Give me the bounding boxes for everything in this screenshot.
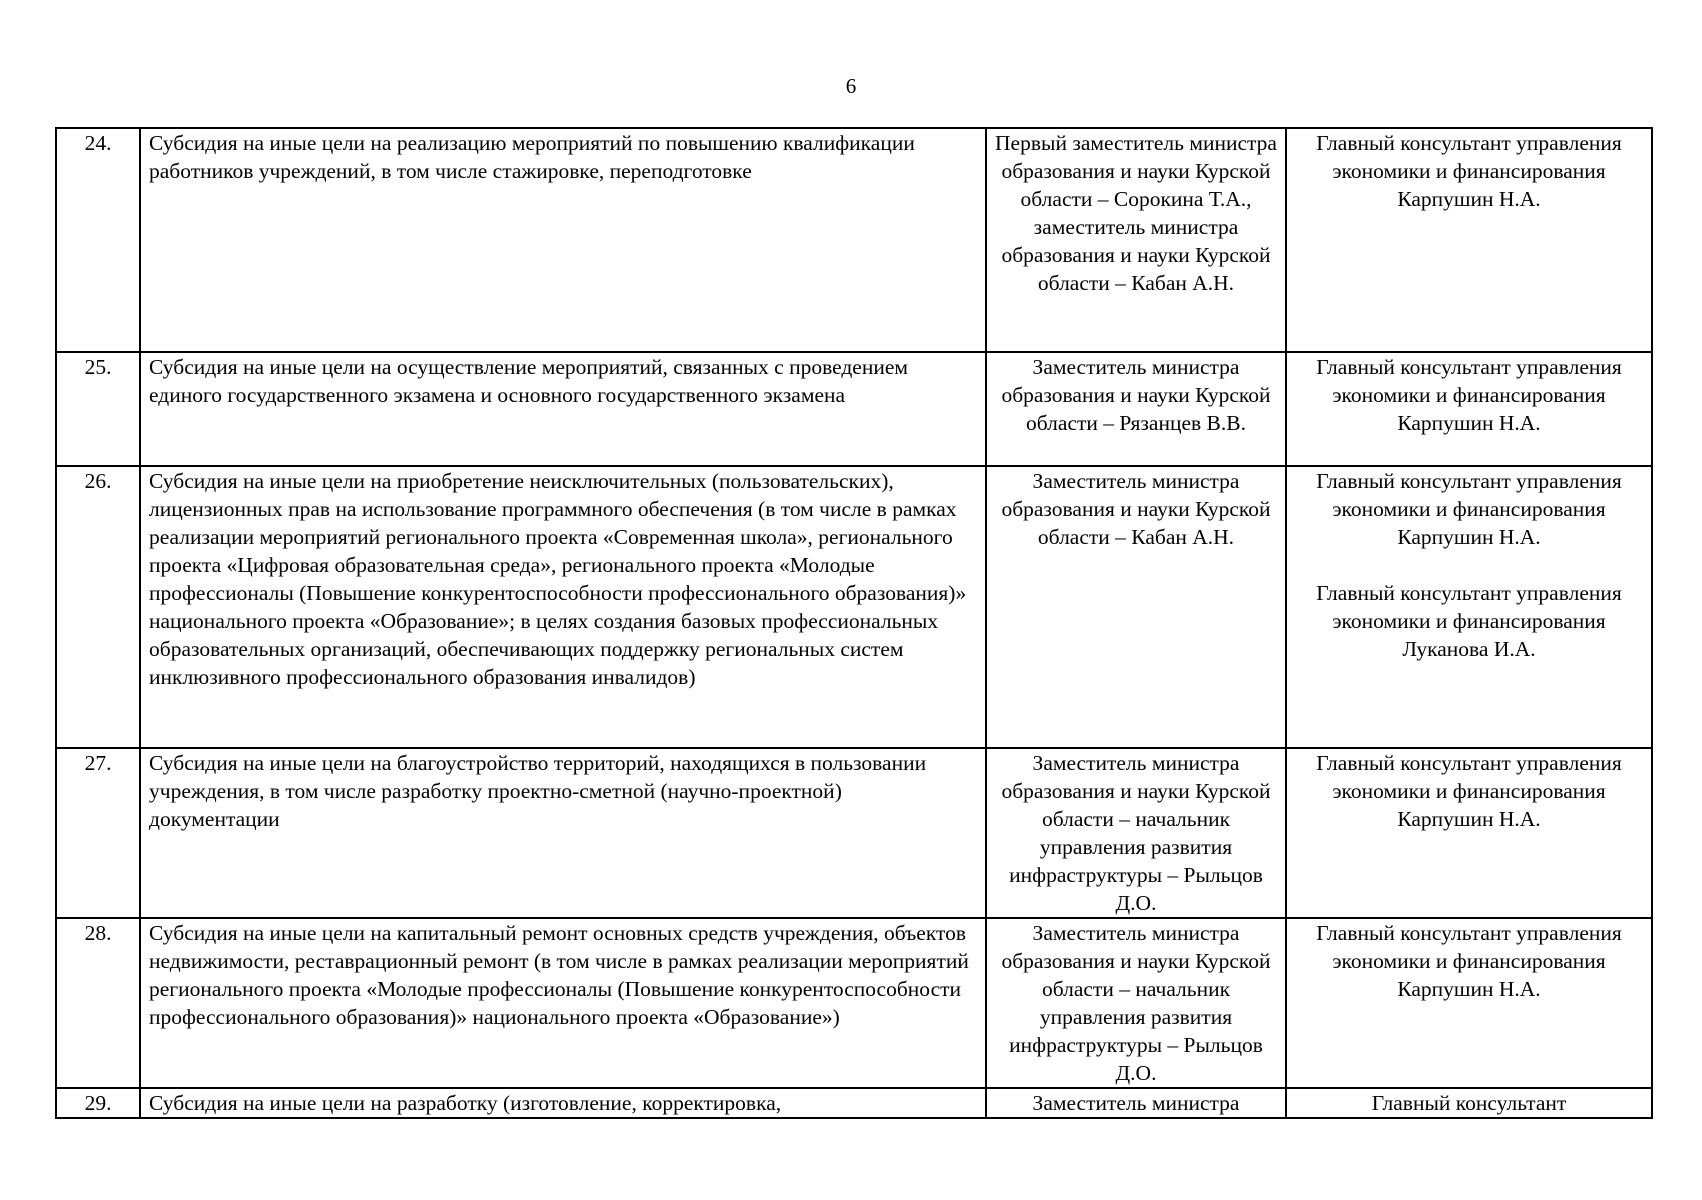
table-row bbox=[56, 466, 1652, 748]
row-description: Субсидия на иные цели на разработку (изготовление, корректировка, bbox=[140, 1088, 986, 1118]
row-responsible: Заместитель министра bbox=[986, 1088, 1286, 1118]
table-row bbox=[56, 918, 1652, 1088]
row-number: 26. bbox=[56, 466, 140, 748]
table-row bbox=[56, 128, 1652, 352]
row-consultant bbox=[1286, 748, 1652, 918]
row-consultant bbox=[1286, 466, 1652, 748]
row-description: Субсидия на иные цели на осуществление мероприятий, связанных с проведением единого государственного экзамена и основного государственного экзамена bbox=[140, 352, 986, 466]
row-description: Субсидия на иные цели на благоустройство территорий, находящихся в пользовании учреждения, в том числе разработку проектно-сметной (научно-проектной) документации bbox=[140, 748, 986, 918]
consultant-entry: Главный консультант управления экономики и финансирования Карпушин Н.А. bbox=[1316, 921, 1622, 1001]
row-number: 29. bbox=[56, 1088, 140, 1118]
row-responsible: Заместитель министра образования и науки Курской области – Рязанцев В.В. bbox=[986, 352, 1286, 466]
row-responsible: Первый заместитель министра образования и науки Курской области – Сорокина Т.А., заместитель министра образования и науки Курской области – Кабан А.Н. bbox=[986, 128, 1286, 352]
row-responsible: Заместитель министра образования и науки Курской области – Кабан А.Н. bbox=[986, 466, 1286, 748]
row-consultant bbox=[1286, 1088, 1652, 1118]
row-number: 28. bbox=[56, 918, 140, 1088]
row-number: 27. bbox=[56, 748, 140, 918]
row-number: 24. bbox=[56, 128, 140, 352]
consultant-entry: Главный консультант управления экономики и финансирования Карпушин Н.А. bbox=[1316, 751, 1622, 831]
consultant-entry: Главный консультант управления экономики и финансирования Луканова И.А. bbox=[1316, 581, 1622, 661]
row-description: Субсидия на иные цели на реализацию мероприятий по повышению квалификации работников учреждений, в том числе стажировке, переподготовке bbox=[140, 128, 986, 352]
row-responsible: Заместитель министра образования и науки Курской области – начальник управления развития инфраструктуры – Рыльцов Д.О. bbox=[986, 748, 1286, 918]
subsidy-table bbox=[55, 127, 1653, 1119]
page-number: 6 bbox=[845, 74, 857, 98]
row-consultant bbox=[1286, 918, 1652, 1088]
consultant-entry: Главный консультант управления экономики и финансирования Карпушин Н.А. bbox=[1316, 131, 1622, 211]
table-row bbox=[56, 352, 1652, 466]
row-consultant bbox=[1286, 128, 1652, 352]
row-description: Субсидия на иные цели на капитальный ремонт основных средств учреждения, объектов недвижимости, реставрационный ремонт (в том числе в рамках реализации мероприятий регионального проекта «Молодые профессионалы (Повышение конкурентоспособности профессионального образования)» национального проекта «Образование») bbox=[140, 918, 986, 1088]
consultant-entry: Главный консультант управления экономики и финансирования Карпушин Н.А. bbox=[1316, 355, 1622, 435]
row-consultant bbox=[1286, 352, 1652, 466]
row-responsible: Заместитель министра образования и науки Курской области – начальник управления развития инфраструктуры – Рыльцов Д.О. bbox=[986, 918, 1286, 1088]
consultant-entry: Главный консультант управления экономики и финансирования Карпушин Н.А. bbox=[1316, 469, 1622, 549]
table-row bbox=[56, 748, 1652, 918]
consultant-entry: Главный консультант bbox=[1371, 1091, 1567, 1115]
row-description: Субсидия на иные цели на приобретение неисключительных (пользовательских), лицензионных прав на использование программного обеспечения (в том числе в рамках реализации мероприятий регионального проекта «Современная школа», регионального проекта «Цифровая образовательная среда», регионального проекта «Молодые профессионалы (Повышение конкурентоспособности профессионального образования)» национального проекта «Образование»; в целях создания базовых профессиональных образовательных организаций, обеспечивающих поддержку региональных систем инклюзивного профессионального образования инвалидов) bbox=[140, 466, 986, 748]
row-number: 25. bbox=[56, 352, 140, 466]
table-row bbox=[56, 1088, 1652, 1118]
